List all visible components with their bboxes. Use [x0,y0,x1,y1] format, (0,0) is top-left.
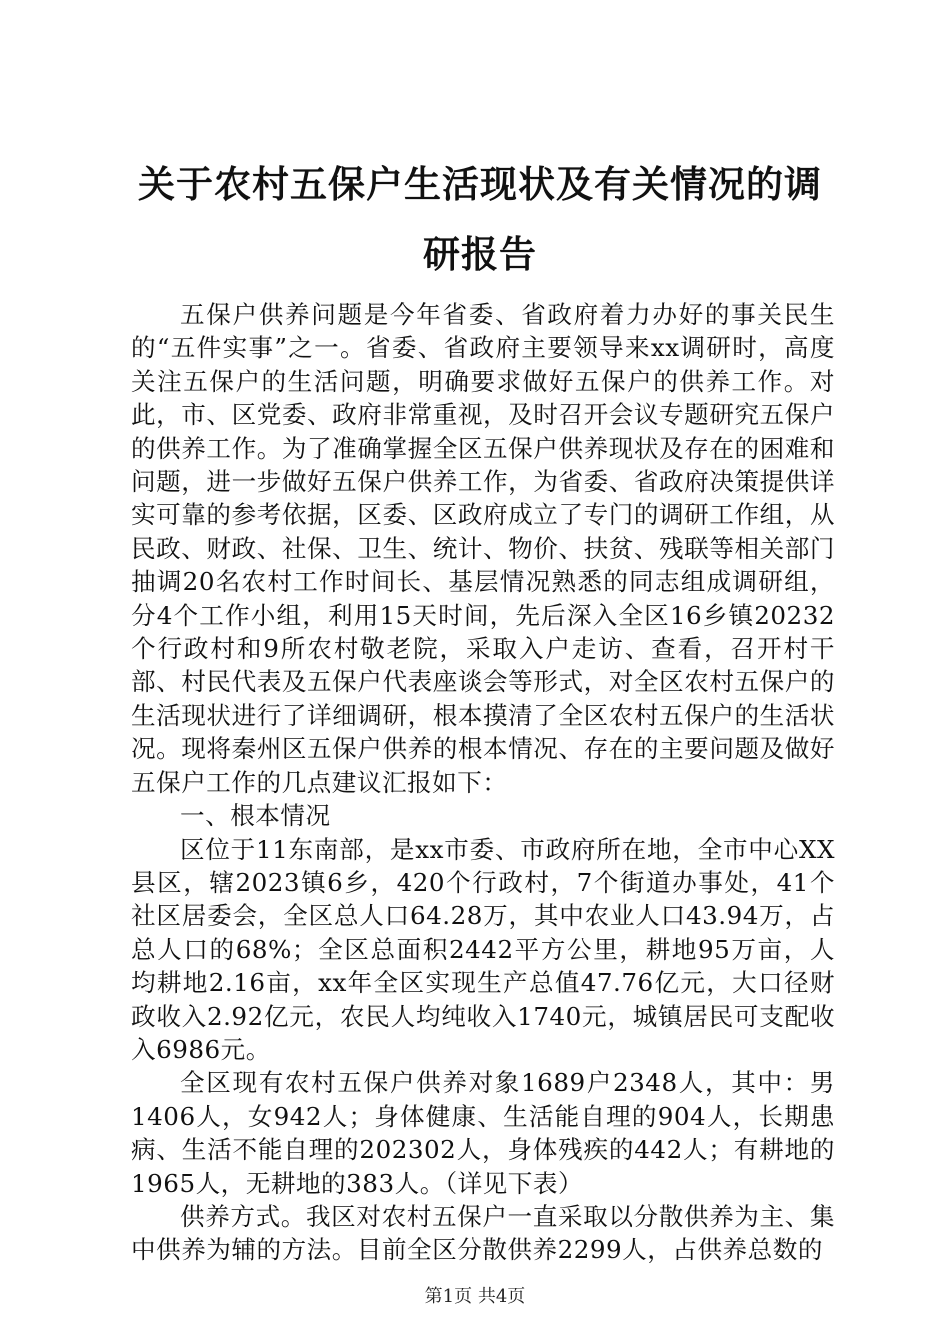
section-heading-basic-situation: 一、根本情况 [180,801,331,831]
paragraph-support-method: 供养方式。我区对农村五保户一直采取以分散供养为主、集中供养为辅的方法。目前全区分散供养2299人，占供养总数的 [131,1201,835,1265]
document-body [131,298,835,1267]
document-title: 关于农村五保户生活现状及有关情况的调研报告 [138,163,822,276]
paragraph-wubao-statistics: 全区现有农村五保户供养对象1689户2348人，其中：男1406人，女942人；身体健康、生活能自理的904人，长期患病、生活不能自理的202302人，身体残疾的442人；有耕地的1965人，无耕地的383人。（详见下表） [131,1068,835,1198]
page-number-footer: 第1页 共4页 [424,1286,526,1307]
paragraph-intro: 五保户供养问题是今年省委、省政府着力办好的事关民生的“五件实事”之一。省委、省政府主要领导来xx调研时，高度关注五保户的生活问题，明确要求做好五保户的供养工作。对此，市、区党委、政府非常重视，及时召开会议专题研究五保户的供养工作。为了准确掌握全区五保户供养现状及存在的困难和问题，进一步做好五保户供养工作，为省委、省政府决策提供详实可靠的参考依据，区委、区政府成立了专门的调研工作组，从民政、财政、社保、卫生、统计、物价、扶贫、残联等相关部门抽调20名农村工作时间长、基层情况熟悉的同志组成调研组，分4个工作小组，利用15天时间，先后深入全区16乡镇20232个行政村和9所农村敬老院，采取入户走访、查看，召开村干部、村民代表及五保户代表座谈会等形式，对全区农村五保户的生活现状进行了详细调研，根本摸清了全区农村五保户的生活状况。现将秦州区五保户供养的根本情况、存在的主要问题及做好五保户工作的几点建议汇报如下： [131,300,835,797]
paragraph-district-overview: 区位于11东南部，是xx市委、市政府所在地，全市中心XX县区，辖2023镇6乡，420个行政村，7个街道办事处，41个社区居委会，全区总人口64.28万，其中农业人口43.94万，占总人口的68%；全区总面积2442平方公里，耕地95万亩，人均耕地2.16亩，xx年全区实现生产总值47.76亿元，大口径财政收入2.92亿元，农民人均纯收入1740元，城镇居民可支配收入6986元。 [131,834,835,1064]
